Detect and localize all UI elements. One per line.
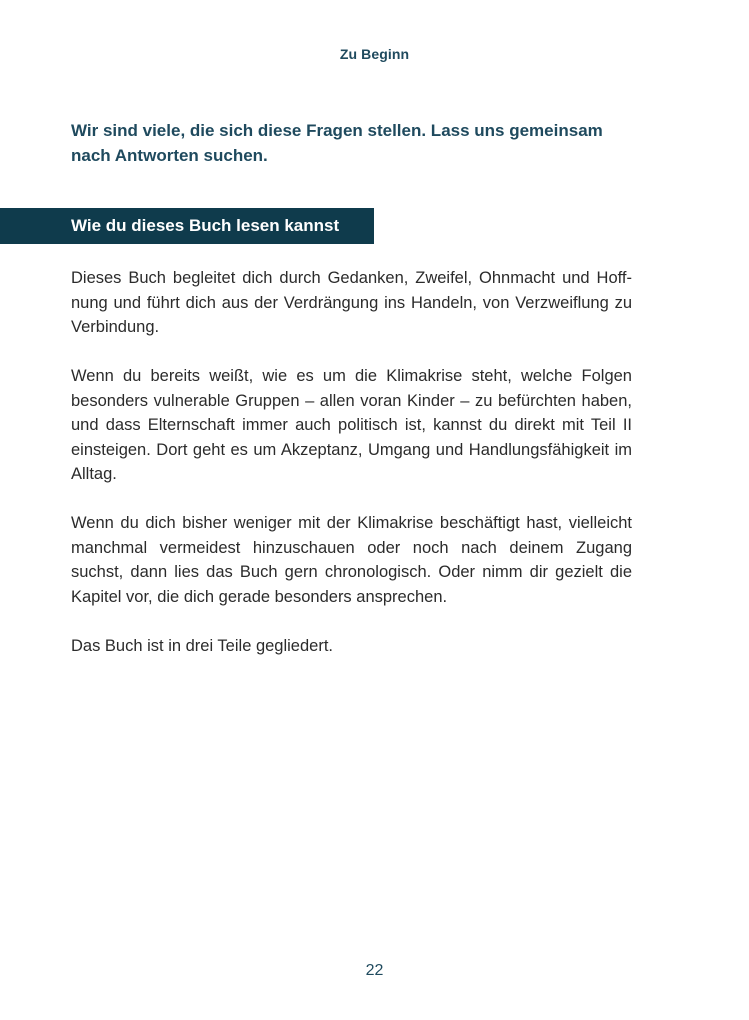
body-paragraph: Das Buch ist in drei Teile gegliedert. (71, 636, 334, 655)
body-paragraph: Wenn du bereits weißt, wie es um die Klimakrise steht, welche Folgen besonders vulnerable Gruppen – allen voran Kinder – zu befürchten haben, und dass Elternschaft immer auch politisch ist, kannst du direkt mit Teil II einsteigen. Dort geht es um Akzeptanz, Umgang und Handlungsfähigkeit im Alltag. (71, 367, 632, 483)
page-number: 22 (365, 962, 384, 979)
section-heading-bar (0, 208, 374, 244)
lead-paragraph: Wir sind viele, die sich diese Fragen stellen. Lass uns gemeinsam nach Antworten suchen. (71, 121, 603, 165)
body-text (71, 266, 632, 683)
running-head: Zu Beginn (339, 46, 410, 62)
section-title: Wie du dieses Buch lesen kannst (71, 216, 340, 235)
body-paragraph: Wenn du dich bisher weniger mit der Klimakrise beschäftigt hast, vielleicht manchmal vermeidest hinzuschauen oder noch nach deinem Zugang suchst, dann lies das Buch gern chronologisch. Oder nimm dir gezielt die Kapitel vor, die dich gerade besonders ansprechen. (71, 514, 632, 606)
body-paragraph: Dieses Buch begleitet dich durch Gedanken, Zweifel, Ohnmacht und Hoffnung und führt dich aus der Verdrängung ins Handeln, von Verzweiflung zu Verbindung. (71, 269, 632, 336)
